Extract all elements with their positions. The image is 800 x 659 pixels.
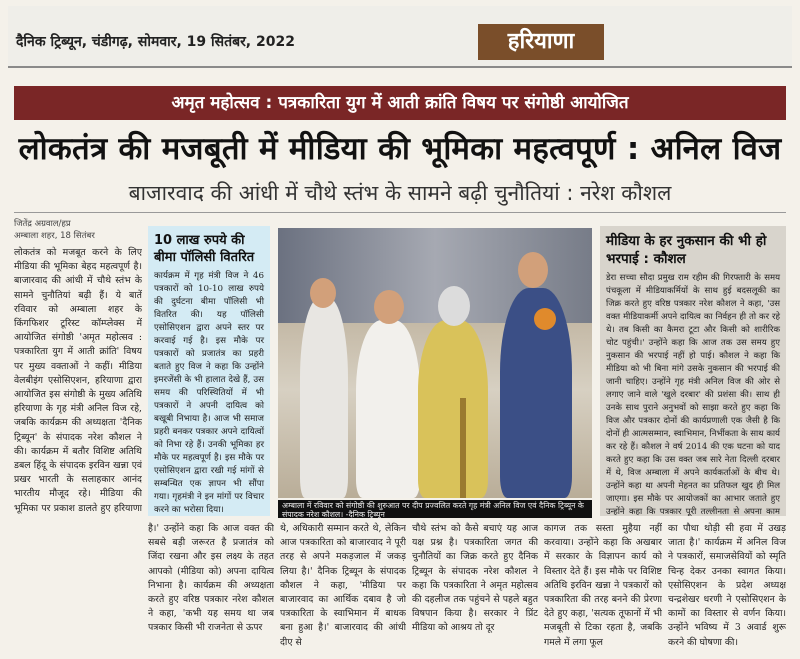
byline-name: जितेंद्र अग्रवाल/हप्र — [14, 219, 71, 229]
photo-head — [438, 286, 470, 326]
photo-head — [518, 252, 548, 288]
divider — [14, 212, 786, 213]
byline-place: अम्बाला शहर, 18 सितंबर — [14, 231, 95, 241]
kaushal-box-body: डेरा सच्चा सौदा प्रमुख राम रहीम की गिरफ्तारी के समय पंचकूला में मीडियाकर्मियों के साथ हुई बदसलूकी का जिक्र करते हुए वरिष्ठ पत्रकार नरेश कौशल ने कहा, 'उस वक्त मीडियाकर्मी अपने दायित्व का निर्वहन ही तो कर रहे थे। तब किसी का कैमरा टूटा और किसी को शारीरिक चोट पहुंची।' उन्होंने कहा कि आज तक उस समय हुए नुकसान की भरपाई नहीं हो पाई। कौशल ने कहा कि मीडिया को भी बिना मांगे उसके नुकसान की भरपाई की जानी चाहिए। उन्होंने गृह मंत्री अनिल विज की ओर से लगाए जाने वाले 'खुले दरबार' की प्रशंसा की। साथ ही उनके साथ पुराने अनुभवों को साझा करते हुए कहा कि विज और पत्रकार दोनों की कार्यप्रणाली एक जैसी है कि दोनों ही आत्मसम्मान, स्वाभिमान, निर्भीकता के साथ कार्य कर रहे हैं। कौशल ने वर्ष 2014 की एक घटना को याद करते हुए कहा कि उस वक्त जब सारे नेता दिल्ली दरबार में थे, विज अम्बाला में अपने कार्यकर्ताओं के बीच थे। उन्होंने कहा था अपनी मेहनत का प्रतिफल खुद ही मिल जाएगा। इस मौके पर आयोजकों का आभार जताते हुए उन्होंने कहा कि पत्रकार पूरी तल्लीनता से अपना काम — [606, 273, 780, 516]
insurance-box — [148, 226, 270, 516]
kaushal-box-heading: मीडिया के हर नुकसान की भी हो भरपाई : कौशल — [606, 233, 767, 267]
article-column-2: है।' उन्होंने कहा कि आज वक्त की सबसे बड़ी जरूरत है प्रजातंत्र को जिंदा रखना और इस लक्ष्य के तहत आपको (मीडिया को) अपना दायित्व निभाना है। कार्यक्रम की अध्यक्षता करते हुए वरिष्ठ पत्रकार नरेश कौशल ने कहा, 'कभी यह समय था जब पत्रकार किसी भी राजनेता से ऊपर — [148, 523, 274, 634]
paper-dateline: दैनिक ट्रिब्यून, चंडीगढ़, सोमवार, 19 सितंबर, 2022 — [16, 34, 295, 50]
article-column-5: कागज तक सस्ता मुहैया नहीं करवाया। उन्होंने कहा कि अखबार में सरकार के विज्ञापन कार्य को विस्तार देते हैं। इस मौके पर विशिष्ट अतिथि इरविन खन्ना ने पत्रकारों को पत्रकारिता की तरह बनने की प्रेरणा देते हुए कहा, 'सत्यक तूफानों में भी मजबूती से टिका रहता है, जबकि गमले में लगा फूल — [544, 523, 662, 648]
kicker-banner: अमृत महोत्सव : पत्रकारिता युग में आती क्रांति विषय पर संगोष्ठी आयोजित — [14, 86, 786, 120]
article-column-3: थे, अधिकारी सम्मान करते थे, लेकिन आज पत्रकारिता को बाजारवाद ने पूरी तरह से अपने मकड़जाल में जकड़ लिया है।' दैनिक ट्रिब्यून के संपादक कौशल ने कहा, 'मीडिया पर बाजारवाद का आर्थिक दबाव है जो पत्रकारिता के स्वाभिमान में बाधक बना हुआ है।' बाजारवाद की आंधी दीए से — [280, 523, 406, 648]
kaushal-box — [600, 226, 786, 516]
article-column-1: लोकतंत्र को मजबूत करने के लिए मीडिया की भूमिका बेहद महत्वपूर्ण है। बाजारवाद की आंधी में चौथे स्तंभ के सामने चुनौतियां बढ़ी हैं। ये बातें रविवार को अम्बाला शहर के किंगफिशर टूरिस्ट कॉम्प्लेक्स में आयोजित संगोष्ठी 'अमृत महोत्सव : पत्रकारिता युग में आती क्रांति' विषय पर मुख्य वक्ताओं ने कहीं। मीडिया वेलबीइंग एसोसिएशन, हरियाणा द्वारा आयोजित इस संगोष्ठी के मुख्य अतिथि हरियाणा के गृह मंत्री अनिल विज रहे, जबकि कार्यक्रम की अध्यक्षता 'दैनिक ट्रिब्यून' के संपादक नरेश कौशल ने की। कार्यक्रम में बतौर विशिष्ट अतिथि डबल हिंदू के संपादक इरविन खन्ना एवं प्रखर भारती के सलाहकार आनंद भारतीय मौजूद रहे। मीडिया की भूमिका पर प्रकाश डालते हुए हरियाणा — [14, 247, 142, 514]
article-column-6: का पौधा थोड़ी सी हवा में उखड़ जाता है।' कार्यक्रम में अनिल विज ने पत्रकारों, समाजसेवियों को स्मृति चिन्ह देकर उनका स्वागत किया। एसोसिएशन के प्रदेश अध्यक्ष चन्द्रशेखर धरणी ने एसोसिएशन के कामों का विस्तार से वर्णन किया। उन्होंने भविष्य में 3 अवार्ड शुरू करने की घोषणा की। — [668, 523, 786, 648]
event-photo — [278, 228, 592, 498]
photo-person — [356, 320, 420, 498]
article-column-4: चौथे स्तंभ को कैसे बचाएं यह आज यक्ष प्रश्न है। पत्रकारिता जगत की चुनौतियों का जिक्र करते हुए दैनिक ट्रिब्यून के संपादक नरेश कौशल ने कहा कि पत्रकारिता ने अमृत महोत्सव की दहलीज तक पहुंचने से पहले बहुत विषपान किया है। सरकार ने प्रिंट मीडिया को आश्रय तो दूर — [412, 523, 538, 634]
subheadline: बाजारवाद की आंधी में चौथे स्तंभ के सामने बढ़ी चुनौतियां : नरेश कौशल — [128, 181, 672, 205]
section-label: हरियाणा — [478, 24, 604, 60]
photo-caption: अम्बाला में रविवार को संगोष्ठी की शुरुआत पर दीप प्रज्वलित करते गृह मंत्री अनिल विज एवं दैनिक ट्रिब्यून के संपादक नरेश कौशल। -दैनिक ट्रिब्यून — [278, 500, 592, 518]
photo-person — [418, 320, 488, 498]
byline — [14, 218, 95, 242]
lamp-stand — [460, 398, 466, 498]
badge-flower — [534, 308, 556, 330]
photo-person — [300, 298, 348, 498]
insurance-box-heading: 10 लाख रुपये की बीमा पॉलिसी वितरित — [154, 233, 255, 265]
insurance-box-body: कार्यक्रम में गृह मंत्री विज ने 46 पत्रकारों को 10-10 लाख रुपये की दुर्घटना बीमा पॉलिसी भी वितरित की। यह पॉलिसी एसोसिएशन द्वारा अपने स्तर पर करवाई गई है। इस मौके पर पत्रकारों को प्रजातंत्र का प्रहरी बताते हुए विज ने कहा कि उन्होंने इमरजेंसी के भी हालात देखे हैं, उस समय की परिस्थितियों में भी पत्रकारों ने अपनी दायित्व को बखूबी निभाया है। आज भी समाज प्रहरी बनकर पत्रकार अपने दायित्वों को निभा रहे हैं। उनकी भूमिका हर मौके पर महत्वपूर्ण है। इस मौके पर एसोसिएशन द्वारा रखी गई मांगों से सम्बन्धित एक ज्ञापन भी सौंपा गया। गृहमंत्री ने इन मांगों पर विचार करने का भरोसा दिया। — [154, 271, 264, 515]
headline: लोकतंत्र की मजबूती में मीडिया की भूमिका महत्वपूर्ण : अनिल विज — [18, 131, 782, 167]
photo-head — [310, 278, 336, 308]
masthead — [8, 6, 792, 68]
photo-head — [374, 290, 404, 324]
